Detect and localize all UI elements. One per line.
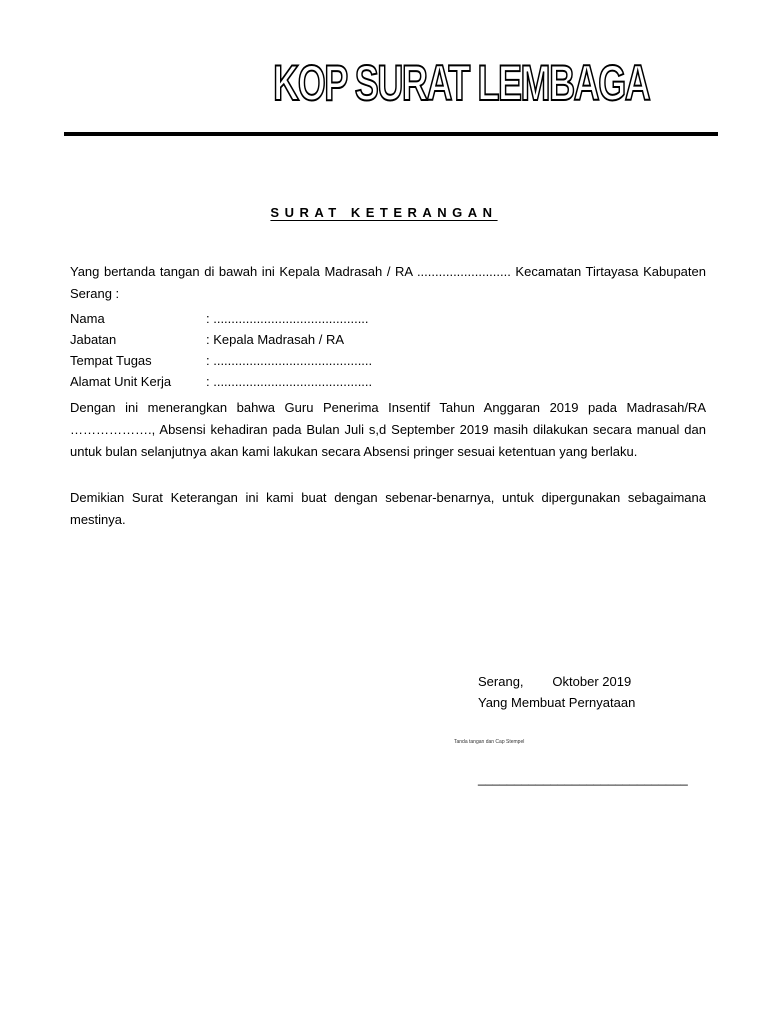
field-row-nama: [70, 308, 570, 329]
letterhead-title: KOP SURAT LEMBAGA: [273, 55, 650, 111]
signature-place-date: Serang, Oktober 2019: [478, 674, 632, 689]
body-paragraph: Dengan ini menerangkan bahwa Guru Penerima Insentif Tahun Anggaran 2019 pada Madrasah/RA ………………., Absensi kehadiran pada Bulan Juli s,d September 2019 masih dilakukan secara manual dan untuk bulan selanjutnya akan kami lakukan secara Absensi pringer sesuai ketentuan yang berlaku.: [70, 400, 706, 459]
document-title: [0, 205, 768, 220]
closing-paragraph: Demikian Surat Keterangan ini kami buat dengan sebenar-benarnya, untuk dipergunakan sebagaimana mestinya.: [70, 490, 706, 527]
field-row-tempat-tugas: [70, 350, 570, 371]
field-label: Alamat Unit Kerja: [70, 374, 172, 389]
field-row-alamat-unit-kerja: [70, 371, 570, 392]
field-label: Jabatan: [70, 332, 117, 347]
signature-line: _____________________________: [478, 771, 688, 786]
signature-role: Yang Membuat Pernyataan: [478, 695, 636, 710]
letterhead-rule: [64, 132, 718, 136]
field-label: Nama: [70, 311, 105, 326]
field-value: : ............................................: [206, 353, 373, 368]
field-row-jabatan: [70, 329, 570, 350]
field-value: : ...........................................: [206, 311, 369, 326]
field-value: : Kepala Madrasah / RA: [206, 332, 345, 347]
signature-block: [478, 671, 635, 713]
identity-fields: [70, 308, 570, 392]
document-title-text: SURAT KETERANGAN: [270, 205, 498, 220]
field-label: Tempat Tugas: [70, 353, 152, 368]
signature-note: Tanda tangan dan Cap Stempel: [454, 739, 525, 745]
letterhead: [200, 52, 650, 114]
intro-paragraph: Yang bertanda tangan di bawah ini Kepala Madrasah / RA .......................... Kecamatan Tirtayasa Kabupaten Serang :: [70, 264, 706, 301]
field-value: : ............................................: [206, 374, 373, 389]
